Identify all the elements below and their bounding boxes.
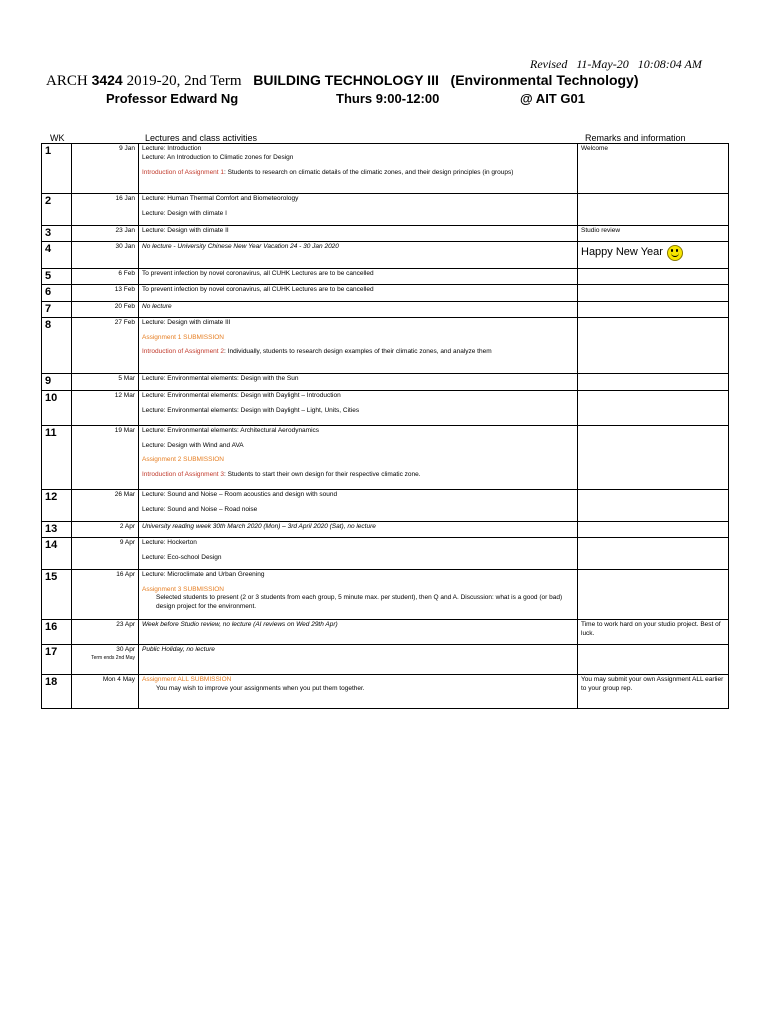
table-row <box>42 569 729 619</box>
term-ends-note: Term ends 2nd May <box>91 654 135 661</box>
assignment-intro-label: Introduction of Assignment 2 <box>142 348 225 356</box>
week-date: 6 Feb <box>72 269 139 285</box>
lecture-cell <box>139 619 578 644</box>
lecture-line: Lecture: Design with climate II <box>142 227 229 234</box>
happy-new-year-text: Happy New Year <box>581 246 663 259</box>
lecture-cell <box>139 674 578 708</box>
week-date: 9 Jan <box>72 144 139 194</box>
lecture-line: To prevent infection by novel coronavirus, all CUHK Lectures are to be cancelled <box>142 286 374 294</box>
remark-cell <box>578 489 729 521</box>
column-header-lectures: Lectures and class activities <box>145 133 258 143</box>
week-number: 18 <box>42 674 72 708</box>
week-number: 10 <box>42 390 72 425</box>
lecture-line: Lecture: Environmental elements: Architectural Aerodynamics <box>142 426 320 434</box>
week-number: 9 <box>42 373 72 390</box>
course-title-line <box>46 72 639 90</box>
lecture-line: Lecture: Design with Wind and AVA <box>142 441 244 449</box>
remark-cell: Time to work hard on your studio project. Best of luck. <box>578 619 729 644</box>
table-row <box>42 269 729 285</box>
class-time: Thurs 9:00-12:00 <box>336 91 440 106</box>
remark-cell <box>578 425 729 489</box>
schedule-table <box>41 143 729 709</box>
week-date: Mon 4 May <box>72 674 139 708</box>
lecture-cell <box>139 317 578 373</box>
lecture-cell <box>139 569 578 619</box>
lecture-line: Public Holiday, no lecture <box>142 645 215 653</box>
lecture-line: Lecture: Hockerton <box>142 538 197 546</box>
week-number: 15 <box>42 569 72 619</box>
lecture-line: Lecture: Microclimate and Urban Greening <box>142 570 265 578</box>
week-date: 26 Mar <box>72 489 139 521</box>
week-number: 1 <box>42 144 72 194</box>
lecture-cell <box>139 226 578 242</box>
revised-timestamp: Revised 11-May-20 10:08:04 AM <box>530 57 702 71</box>
assignment-intro <box>142 169 574 178</box>
lecture-cell <box>139 521 578 537</box>
week-date: 5 Mar <box>72 373 139 390</box>
assignment-submission: Assignment 3 SUBMISSION <box>142 585 224 593</box>
remark-cell <box>578 569 729 619</box>
lecture-line: You may wish to improve your assignments when you put them together. <box>156 684 365 692</box>
week-date: 13 Feb <box>72 285 139 301</box>
table-row <box>42 674 729 708</box>
week-date: 16 Jan <box>72 194 139 226</box>
table-row <box>42 521 729 537</box>
week-date: 23 Jan <box>72 226 139 242</box>
table-row <box>42 489 729 521</box>
assignment-intro-text: : Students to research on climatic details of the climatic zones, and their design principles (in groups) <box>224 168 514 176</box>
week-number: 11 <box>42 425 72 489</box>
lecture-line: Lecture: Sound and Noise – Road noise <box>142 505 258 513</box>
assignment-submission: Assignment ALL SUBMISSION <box>142 675 232 683</box>
assignment-intro <box>142 348 574 357</box>
lecture-cell <box>139 425 578 489</box>
week-number: 2 <box>42 194 72 226</box>
remark-cell <box>578 269 729 285</box>
course-title: BUILDING TECHNOLOGY III <box>253 72 439 88</box>
table-row <box>42 373 729 390</box>
assignment-intro <box>142 471 574 480</box>
assignment-submission: Assignment 1 SUBMISSION <box>142 333 224 341</box>
lecture-line: Lecture: Eco-school Design <box>142 553 222 561</box>
assignment-intro-label: Introduction of Assignment 1 <box>142 168 225 176</box>
week-number: 4 <box>42 242 72 269</box>
lecture-line: Selected students to present (2 or 3 students from each group, 5 minute max. per student), then Q and A. Discussion: what is a good (or bad) design project for the environment. <box>156 594 563 611</box>
week-date: 2 Apr <box>72 521 139 537</box>
lecture-cell <box>139 537 578 569</box>
remark-cell <box>578 390 729 425</box>
week-date: 9 Apr <box>72 537 139 569</box>
table-row <box>42 317 729 373</box>
week-date: 30 Jan <box>72 242 139 269</box>
lecture-cell <box>139 373 578 390</box>
table-row <box>42 285 729 301</box>
week-number: 17 <box>42 644 72 674</box>
table-row <box>42 619 729 644</box>
assignment-intro-text: : Individually, students to research design examples of their climatic zones, and analyze them <box>224 348 492 356</box>
assignment-intro-label: Introduction of Assignment 3 <box>142 471 225 479</box>
week-date: 19 Mar <box>72 425 139 489</box>
remark-cell <box>578 285 729 301</box>
remark-cell: You may submit your own Assignment ALL earlier to your group rep. <box>578 674 729 708</box>
table-row <box>42 425 729 489</box>
remark-cell <box>578 242 729 269</box>
column-header-remarks: Remarks and information <box>585 133 686 143</box>
lecture-line: University reading week 30th March 2020 (Mon) – 3rd April 2020 (Sat), no lecture <box>142 522 376 530</box>
course-number: 3424 <box>91 72 123 88</box>
week-date: 23 Apr <box>72 619 139 644</box>
remark-cell <box>578 644 729 674</box>
week-date-text: 30 Apr <box>116 645 135 653</box>
week-number: 14 <box>42 537 72 569</box>
lecture-line: Lecture: Environmental elements: Design with the Sun <box>142 374 299 382</box>
week-number: 5 <box>42 269 72 285</box>
remark-cell <box>578 373 729 390</box>
week-number: 12 <box>42 489 72 521</box>
table-row <box>42 242 729 269</box>
course-term: 2019-20, 2nd Term <box>126 73 242 89</box>
class-venue: @ AIT G01 <box>520 91 585 106</box>
lecture-line: Lecture: Design with climate I <box>142 209 227 217</box>
week-date: 27 Feb <box>72 317 139 373</box>
week-number: 8 <box>42 317 72 373</box>
remark-cell <box>578 301 729 317</box>
lecture-line: Week before Studio review, no lecture (AI reviews on Wed 29th Apr) <box>142 620 338 628</box>
week-date <box>72 644 139 674</box>
lecture-line: Lecture: Human Thermal Comfort and Biometeorology <box>142 195 299 202</box>
course-code-prefix: ARCH <box>46 73 88 89</box>
lecture-line: Lecture: Environmental elements: Design with Daylight – Introduction <box>142 391 341 399</box>
week-number: 16 <box>42 619 72 644</box>
lecture-line: No lecture <box>142 302 172 310</box>
table-row <box>42 390 729 425</box>
week-number: 7 <box>42 301 72 317</box>
lecture-line: Lecture: Introduction <box>142 145 202 152</box>
lecture-line: Lecture: Sound and Noise – Room acoustics and design with sound <box>142 490 338 498</box>
week-date: 16 Apr <box>72 569 139 619</box>
assignment-intro-text: : Students to start their own design for their respective climatic zone. <box>224 471 421 479</box>
smiley-icon <box>667 245 683 261</box>
remark-cell <box>578 194 729 226</box>
lecture-line: To prevent infection by novel coronavirus, all CUHK Lectures are to be cancelled <box>142 270 374 278</box>
week-date: 12 Mar <box>72 390 139 425</box>
professor-name: Professor Edward Ng <box>106 91 239 106</box>
table-row <box>42 194 729 226</box>
lecture-cell <box>139 644 578 674</box>
remark-cell <box>578 317 729 373</box>
lecture-cell <box>139 489 578 521</box>
column-header-wk: WK <box>50 133 65 143</box>
remark-cell: Studio review <box>578 226 729 242</box>
lecture-cell <box>139 285 578 301</box>
table-row <box>42 537 729 569</box>
course-subtitle: (Environmental Technology) <box>450 72 639 88</box>
assignment-submission: Assignment 2 SUBMISSION <box>142 456 224 464</box>
week-date: 20 Feb <box>72 301 139 317</box>
lecture-cell <box>139 301 578 317</box>
week-number: 3 <box>42 226 72 242</box>
lecture-cell <box>139 242 578 269</box>
remark-cell: Welcome <box>578 144 729 194</box>
lecture-cell <box>139 269 578 285</box>
table-row <box>42 226 729 242</box>
lecture-line: Lecture: Environmental elements: Design with Daylight – Light, Units, Cities <box>142 406 360 414</box>
remark-cell <box>578 537 729 569</box>
table-row <box>42 644 729 674</box>
table-row <box>42 301 729 317</box>
lecture-line: Lecture: Design with climate III <box>142 318 231 326</box>
lecture-line: No lecture - University Chinese New Year Vacation 24 - 30 Jan 2020 <box>142 243 339 251</box>
lecture-cell <box>139 194 578 226</box>
lecture-cell <box>139 390 578 425</box>
lecture-line: Lecture: An Introduction to Climatic zones for Design <box>142 153 294 161</box>
week-number: 6 <box>42 285 72 301</box>
table-row <box>42 144 729 194</box>
lecture-cell <box>139 144 578 194</box>
week-number: 13 <box>42 521 72 537</box>
remark-cell <box>578 521 729 537</box>
